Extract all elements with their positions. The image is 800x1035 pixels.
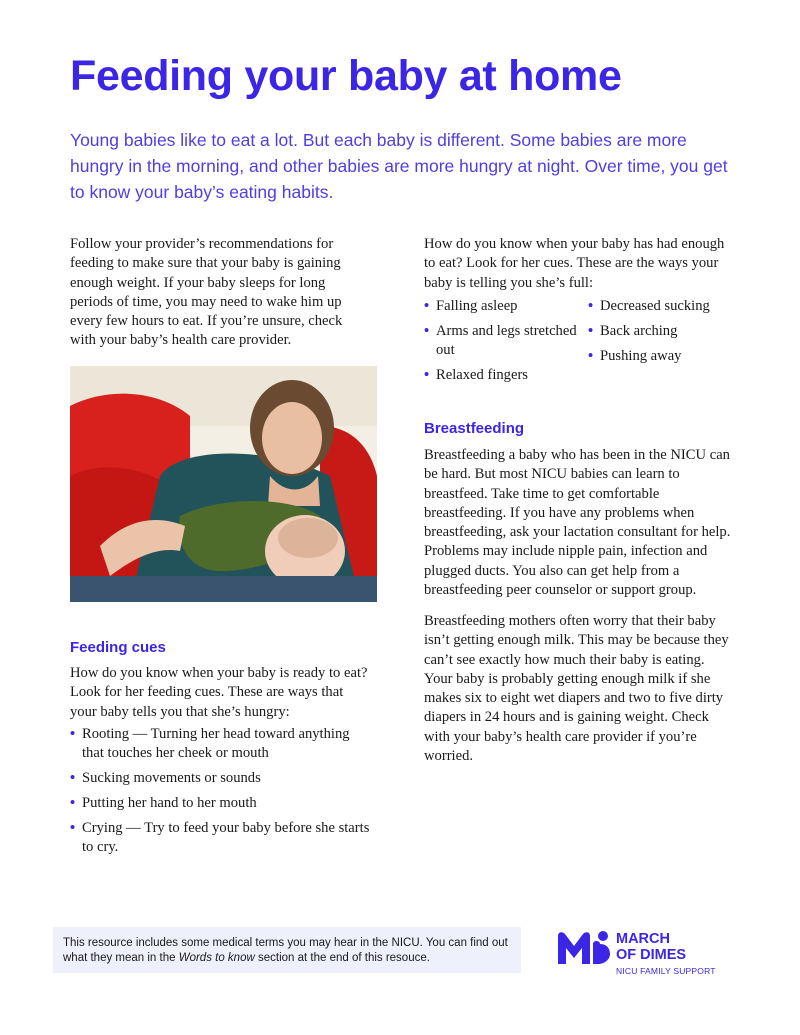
bullet-icon: • bbox=[588, 298, 594, 314]
list-item: • Relaxed fingers bbox=[424, 366, 584, 385]
breastfeeding-heading: Breastfeeding bbox=[424, 420, 525, 437]
full-cues-text bbox=[424, 235, 734, 293]
march-of-dimes-mark-icon bbox=[556, 930, 612, 966]
footer-note-text-before: This resource includes some medical terms you may hear in the NICU. You can find out what they mean in the bbox=[63, 937, 508, 964]
feeding-cues-text bbox=[70, 664, 370, 722]
bullet-icon: • bbox=[588, 347, 594, 364]
intro-paragraph: Young babies like to eat a lot. But each baby is different. Some babies are more hungry in the morning, and other babies are more hungry at night. Over time, you get to know your baby’s eating habits. bbox=[70, 130, 728, 202]
list-item: • Sucking movements or sounds bbox=[70, 769, 370, 788]
list-item: • Pushing away bbox=[588, 347, 738, 366]
bullet-icon: • bbox=[588, 322, 594, 339]
list-item: • Back arching bbox=[588, 322, 738, 341]
list-item: • Crying — Try to feed your baby before she starts to cry. bbox=[70, 819, 370, 855]
bullet-icon: • bbox=[70, 726, 76, 742]
march-of-dimes-logo bbox=[556, 930, 726, 980]
list-item: • Arms and legs stretched out bbox=[424, 322, 577, 359]
list-item: • Rooting — Turning her head toward anything that touches her cheek or mouth bbox=[70, 726, 350, 762]
bullet-icon: • bbox=[424, 322, 430, 339]
page-title: Feeding your baby at home bbox=[70, 52, 622, 100]
words-to-know-emphasis: Words to know bbox=[178, 952, 255, 964]
photo-illustration bbox=[70, 366, 377, 602]
logo-line-1: MARCH bbox=[616, 931, 670, 947]
provider-recommendation-paragraph: Follow your provider’s recommendations for feeding to make sure that your baby is gaining enough weight. If your baby sleeps for long periods of time, you may need to wake him up every few hours to eat. If you’re unsure, check with your baby’s health care provider. bbox=[70, 236, 343, 349]
list-item: • Putting her hand to her mouth bbox=[70, 794, 370, 813]
feeding-cues-list bbox=[70, 725, 370, 863]
footer-note bbox=[53, 927, 521, 973]
breastfeeding-paragraph-1: Breastfeeding a baby who has been in the NICU can be hard. But most NICU babies can learn to breastfeed. Take time to get comfortable breastfeeding. If you have any problems when breastfeeding, ask your lactation consultant for help. Problems may include nipple pain, infection and plugged ducts. You also can get help from a breastfeeding peer counselor or support group. bbox=[424, 447, 731, 599]
list-item: • Decreased sucking bbox=[588, 297, 738, 316]
feeding-cues-heading: Feeding cues bbox=[70, 639, 166, 656]
bullet-icon: • bbox=[424, 366, 430, 383]
bullet-icon: • bbox=[70, 794, 76, 811]
logo-line-2: OF DIMES bbox=[616, 947, 687, 963]
breastfeeding-paragraph-2: Breastfeeding mothers often worry that their baby isn’t getting enough milk. This may be because they can’t see exactly how much their baby is eating. Your baby is probably getting enough milk if she makes six to eight wet diapers and two to five dirty diapers in 24 hours and is gaining weight. Check with your baby’s health care provider if you’re worried. bbox=[424, 613, 729, 765]
feeding-cues-paragraph: How do you know when your baby is ready to eat? Look for her feeding cues. These are ways that your baby tells you that she’s hungry: bbox=[70, 665, 368, 720]
left-column-text bbox=[70, 235, 370, 351]
logo-subtitle: NICU FAMILY SUPPORT bbox=[616, 966, 716, 976]
full-cues-list-left bbox=[424, 297, 584, 391]
breastfeeding-text-1 bbox=[424, 446, 734, 600]
bullet-icon: • bbox=[70, 819, 76, 836]
bullet-icon: • bbox=[424, 298, 430, 314]
logo-wordmark bbox=[616, 931, 686, 963]
mother-breastfeeding-photo bbox=[70, 366, 377, 602]
full-cues-list-right bbox=[588, 297, 738, 371]
footer-note-text-after: section at the end of this resouce. bbox=[254, 952, 430, 964]
full-cues-paragraph: How do you know when your baby has had enough to eat? Look for her cues. These are the ways your baby is telling you she’s full: bbox=[424, 236, 725, 291]
list-item: • Falling asleep bbox=[424, 297, 584, 316]
bullet-icon: • bbox=[70, 770, 76, 787]
breastfeeding-text-2 bbox=[424, 612, 734, 766]
